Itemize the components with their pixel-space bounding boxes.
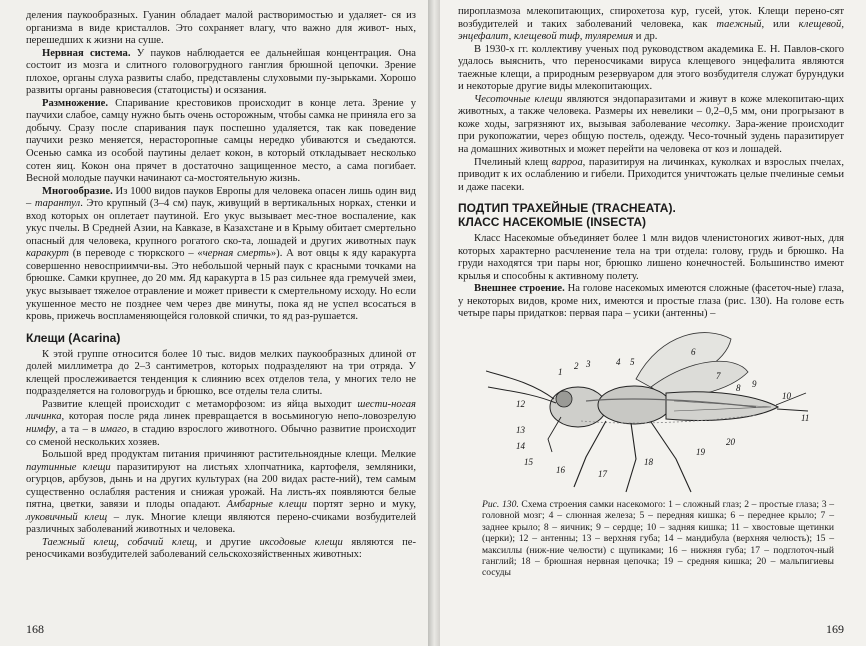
paragraph-guanine: деления паукообразных. Гуанин обладает малой растворимостью и удаляет- ся из организма в виде кристаллов. Это сохраняет влагу, что важно для живот- ных, перешедших к жизни на суше. <box>26 10 416 47</box>
section-title-nervous: Нервная система. <box>42 47 131 59</box>
section-title-reproduction: Размножение. <box>42 97 109 109</box>
paragraph-ticks-carriers: Таежный клещ, собачий клещ, и другие иксодовые клещи являются пе-реносчиками возбудителей заболеваний сельскохозяйственных животных: <box>26 536 416 561</box>
label-19: 19 <box>696 447 705 458</box>
label-4: 4 <box>616 357 621 368</box>
paragraph-insects-intro: Класс Насекомые объединяет более 1 млн видов членистоногих живот-ных, для которых характерно расчленение тела на три отдела: голову, грудь и брюшко. На груди находятся три пары ног, брюшко лишено конечностей. Большинство имеют крылья и способны к активному полету. <box>458 233 844 282</box>
paragraph-external-structure: Внешнее строение. На голове насекомых имеются сложные (фасеточ-ные) глаза, у некоторых видов, кроме них, имеются и простые глаза (рис. 130). На голове есть четыре пары придатков: первая пара – усики (антенны) – <box>458 283 844 320</box>
paragraph-ticks-harm: Большой вред продуктам питания причиняют растительноядные клещи. Мелкие паутинные клещи паразитируют на листьях хлопчатника, картофеля, земляники, огурцов, арбузов, дынь и на других культурах (на 200 видах расте-ний), тем самым существенно ослабляя растения и снижая урожай. На листь-ях появляются белые пятна, цветки, завязи и плоды опадают. Амбарные клещи портят зерно и муку, луковичный клещ – лук. Многие клещи являются перено-счиками возбудителей различных заболеваний животных и человека. <box>26 449 416 536</box>
paragraph-ticks-intro: К этой группе относится более 10 тыс. видов мелких паукообразных длиной от долей миллиметра до 2–3 сантиметров, которых подразделяют на три отряда. У клещей прослеживается тенденция к слиянию всех отделов тела, у многих тело не подразделяется на головогрудь и брюшко, все отделы тела слиты. <box>26 348 416 398</box>
section-title-external: Внешнее строение. <box>474 283 565 295</box>
paragraph-nervous-system: Нервная система. У пауков наблюдается ее дальнейшая концентрация. Она состоит из мозга и слитного головогрудного ганглия брюшной цепочки. Зрение плохое, органы слуха развиты слабо, представлены слуховыми пу-зырьками. Хорошо развиты органы равновесия (статоцисты) и осязания. <box>26 47 416 97</box>
page-number: 168 <box>26 622 44 636</box>
label-13: 13 <box>516 425 525 436</box>
insect-cerci <box>776 393 808 411</box>
paragraph-ticks-development: Развитие клещей происходит с метаморфозом: из яйца выходит шести-ногая личинка, которая после ряда линек превращается в восьминогую непо-ловозрелую нимфу, а та – в имаго, в стадию взрослого животного. Обычно развитие происходит со сменой нескольких хозяев. <box>26 398 416 448</box>
label-14: 14 <box>516 441 525 452</box>
figure-caption: Рис. 130. Схема строения самки насекомого: 1 – сложный глаз; 2 – простые глаза; 3 – головной мозг; 4 – слюнная железа; 5 – передняя кишка; 6 – переднее крыло; 7 – заднее крыло; 8 – яичник; 9 – сердце; 10 – задняя кишка; 11 – хвостовые щетинки (церки); 12 – антенны; 13 – верхняя губа; 14 – мандибула (верхняя челюсть); 15 – максиллы (ниж-ние челюсти) с щупиками; 16 – нижняя губа; 17 – подглоточ-ный ганглий; 18 – брюшная нервная цепочка; 19 – средняя кишка; 20 – мальпигиевы сосуды <box>482 499 834 579</box>
paragraph-continuation: пироплазмоза млекопитающих, спирохетоза кур, гусей, уток. Клещи перено-сят возбудителей и таких заболеваний человека, как таежный, или клещевой, энцефалит, клещевой тиф, туляремия и др. <box>458 6 844 43</box>
label-11: 11 <box>801 413 810 424</box>
label-9: 9 <box>752 379 757 390</box>
label-6: 6 <box>691 347 696 358</box>
page-169 <box>440 0 866 646</box>
label-1: 1 <box>558 367 563 378</box>
label-5: 5 <box>630 357 635 368</box>
label-17: 17 <box>598 469 607 480</box>
paragraph-varroa: Пчелиный клещ варроа, паразитируя на личинках, куколках и взрослых пчелах, приводит к их ослаблению и гибели. Приходится уничтожать целые пчелиные семьи и даже пасеки. <box>458 156 844 193</box>
paragraph-itch-mites: Чесоточные клещи являются эндопаразитами и живут в коже млекопитаю-щих животных, а также человека. Размеры их невелики – 0,2–0,5 мм, они прогрызают в коже ходы, загрязняют их, вызывая заболевание чесотку. Зара-жение происходит при рукопожатии, через общую постель, одежду. Чесо-точный зудень паразитирует на домашних животных и может перейти на человека от коз и лошадей. <box>458 93 844 156</box>
heading-ticks: Клещи (Acarina) <box>26 330 121 345</box>
label-12: 12 <box>516 399 525 410</box>
label-20: 20 <box>726 437 735 448</box>
label-16: 16 <box>556 465 565 476</box>
page-168 <box>0 0 430 646</box>
section-title-diversity: Многообразие. <box>42 185 113 197</box>
paragraph-diversity: Многообразие. Из 1000 видов пауков Европы для человека опасен лишь один вид – тарантул. Это крупный (3–4 см) паук, живущий в вертикальных норках, стенки и вход которых он оплетает паутиной. Его укус вызывает мес-тное воспаление, как укус пчелы. В Средней Азии, на Кавказе, в Казахстане и в Крыму обитает смертельно опасный для человека, крупного рогатого ско-та, лошадей и других животных паук каракурт (в переводе с тюркского – «черная смерть»). А вот овцы к яду каракурта совершенно невосприимчи-вы. Это небольшой черный паук с красными точками на брюшке. Самки крупнее, до 20 мм. Яд каракурта в 15 раз сильнее яда гремучей змеи, укус вызывает тяжелое отравление и может привести к смертельному исходу. Но если укушенное место не позднее чем через две минуты, пока яд не успел всосаться в кровь, прижечь воспламеняющейся головкой спички, то яд раз-рушается. <box>26 185 416 323</box>
label-18: 18 <box>644 457 653 468</box>
label-8: 8 <box>736 383 741 394</box>
paragraph-pavlovsky: В 1930-х гг. коллективу ученых под руководством академика Е. Н. Павлов-ского удалось выяснить, что переносчиками вируса клещевого энцефалита являются таежные клещи, а природным резервуаром для этого возбудителя служат бурундуки и некоторые другие виды млекопитающих. <box>458 43 844 93</box>
heading-insects: ПОДТИП ТРАХЕЙНЫЕ (TRACHEATA). КЛАСС НАСЕКОМЫЕ (INSECTA) <box>458 201 676 230</box>
label-7: 7 <box>716 371 721 382</box>
paragraph-reproduction: Размножение. Спаривание крестовиков происходит в конце лета. Зрение у паучихи слабое, самцу нужно быть очень осторожным, чтобы самка не приняла его за добычу. Сразу после спаривания паук поспешно удаляется, так как поведение паучихи резко меняется, нерасторопные самцы нередко убиваются и съедаются. Осенью самка из особой паутины делает кокон, в который откладывает несколько сотен яиц. Кокон она прячет в достаточно защищенное место, а сама погибает. Весной молодые паучки начинают са-мостоятельную жизнь. <box>26 97 416 185</box>
label-3: 3 <box>586 359 591 370</box>
label-15: 15 <box>524 457 533 468</box>
label-2: 2 <box>574 361 579 372</box>
insect-legs <box>548 417 691 492</box>
page-number: 169 <box>826 622 844 636</box>
insect-anatomy-figure <box>486 327 816 497</box>
label-10: 10 <box>782 391 791 402</box>
